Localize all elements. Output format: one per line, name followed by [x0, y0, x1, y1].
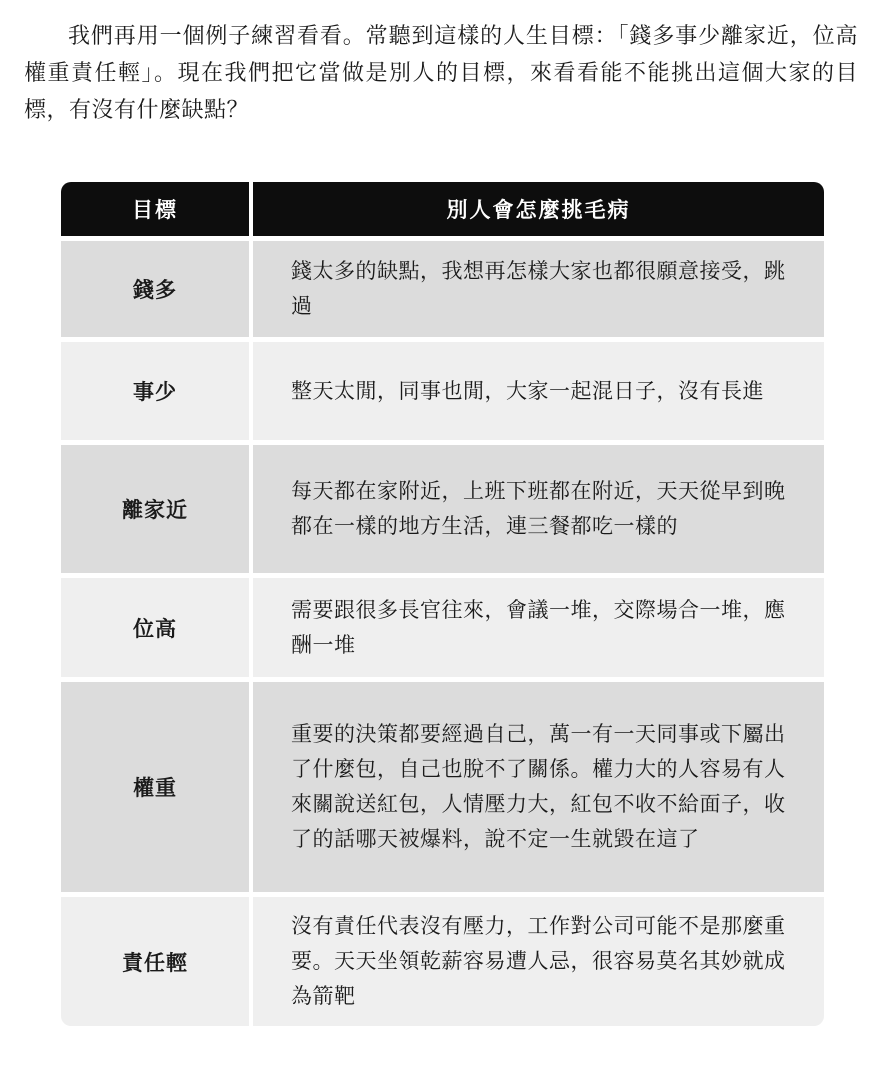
table-row	[61, 440, 824, 573]
table-row	[61, 677, 824, 892]
critique-cell: 每天都在家附近，上班下班都在附近，天天從早到晚都在一樣的地方生活，連三餐都吃一樣的	[253, 440, 824, 573]
goal-cell: 責任輕	[61, 892, 253, 1026]
goals-critique-table	[61, 182, 824, 1026]
table-row	[61, 573, 824, 677]
table-row	[61, 236, 824, 337]
table-row	[61, 337, 824, 440]
goal-cell: 錢多	[61, 236, 253, 337]
goal-cell: 權重	[61, 677, 253, 892]
goal-cell: 事少	[61, 337, 253, 440]
critique-cell: 需要跟很多長官往來，會議一堆，交際場合一堆，應酬一堆	[253, 573, 824, 677]
critique-cell: 錢太多的缺點，我想再怎樣大家也都很願意接受，跳過	[253, 236, 824, 337]
critique-cell: 沒有責任代表沒有壓力，工作對公司可能不是那麼重要。天天坐領乾薪容易遭人忌，很容易莫名其妙就成為箭靶	[253, 892, 824, 1026]
critique-cell: 整天太閒，同事也閒，大家一起混日子，沒有長進	[253, 337, 824, 440]
header-goal: 目標	[61, 182, 253, 236]
goal-cell: 位高	[61, 573, 253, 677]
intro-paragraph: 我們再用一個例子練習看看。常聽到這樣的人生目標：「錢多事少離家近，位高權重責任輕」。現在我們把它當做是別人的目標，來看看能不能挑出這個大家的目標，有沒有什麼缺點？	[24, 24, 858, 123]
table-header-row	[61, 182, 824, 236]
table-row	[61, 892, 824, 1026]
header-critique: 別人會怎麼挑毛病	[253, 182, 824, 236]
goal-cell: 離家近	[61, 440, 253, 573]
critique-cell: 重要的決策都要經過自己，萬一有一天同事或下屬出了什麼包，自己也脫不了關係。權力大的人容易有人來關說送紅包，人情壓力大，紅包不收不給面子，收了的話哪天被爆料，說不定一生就毀在這了	[253, 677, 824, 892]
